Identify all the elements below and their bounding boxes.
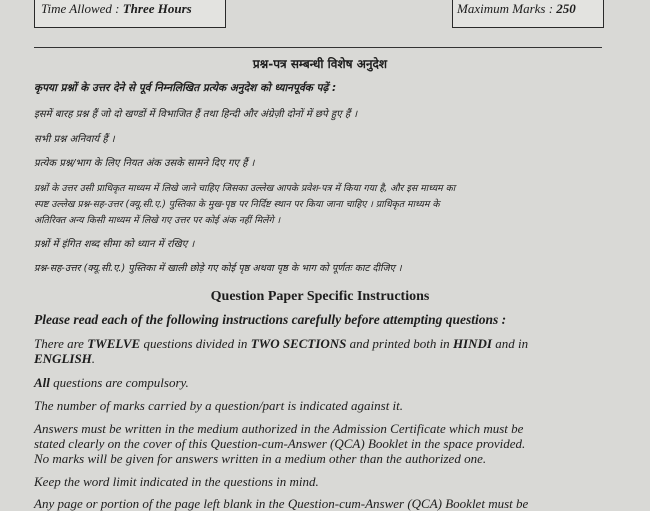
- english-instruction-6: Any page or portion of the page left blank in the Question-cum-Answer (QCA) Booklet must be: [34, 496, 529, 511]
- hindi-instruction-6: प्रश्न-सह-उत्तर (क्यू.सी.ए.) पुस्तिका में खाली छोड़े गए कोई पृष्ठ अथवा पृष्ठ के भाग को पूर्णतः काट दीजिए ।: [34, 263, 402, 274]
- english-title: Question Paper Specific Instructions: [210, 289, 430, 304]
- maximum-marks-box: [452, 0, 604, 28]
- english-instruction-2: All questions are compulsory.: [34, 375, 189, 390]
- english-instruction-4b: stated clearly on the cover of this Question-cum-Answer (QCA) Booklet in the space provided.: [34, 436, 526, 451]
- hindi-instruction-4c: अतिरिक्त अन्य किसी माध्यम में लिखे गए उत्तर पर कोई अंक नहीं मिलेंगे ।: [34, 215, 281, 226]
- hindi-intro: कृपया प्रश्नों के उत्तर देने से पूर्व निम्नलिखित प्रत्येक अनुदेश को ध्यानपूर्वक पढ़ें :: [34, 82, 337, 94]
- english-instruction-4c: No marks will be given for answers written in a medium other than the authorized one.: [34, 451, 487, 466]
- maximum-marks: Maximum Marks : 250: [457, 1, 576, 16]
- divider-line: [34, 47, 602, 48]
- english-instruction-3: The number of marks carried by a question/part is indicated against it.: [34, 398, 404, 413]
- english-instruction-4a: Answers must be written in the medium authorized in the Admission Certificate which must be: [34, 421, 524, 436]
- time-allowed-box: [34, 0, 226, 28]
- english-instruction-5: Keep the word limit indicated in the questions in mind.: [34, 474, 319, 489]
- hindi-instruction-5: प्रश्नों में इंगित शब्द सीमा को ध्यान में रखिए ।: [34, 239, 195, 250]
- english-instruction-1b: ENGLISH.: [34, 351, 96, 366]
- english-intro: Please read each of the following instructions carefully before attempting questions :: [34, 312, 507, 327]
- hindi-instruction-1: इसमें बारह प्रश्न हैं जो दो खण्डों में विभाजित हैं तथा हिन्दी और अंग्रेज़ी दोनों में छपे हुए हैं ।: [34, 109, 358, 120]
- hindi-instruction-4a: प्रश्नों के उत्तर उसी प्राधिकृत माध्यम में लिखे जाने चाहिए जिसका उल्लेख आपके प्रवेश-पत्र में किया गया है, और इस माध्यम का: [34, 183, 456, 194]
- hindi-instruction-3: प्रत्येक प्रश्न/भाग के लिए नियत अंक उसके सामने दिए गए हैं ।: [34, 158, 255, 169]
- english-instruction-1a: There are TWELVE questions divided in TWO SECTIONS and printed both in HINDI and in: [34, 336, 529, 351]
- hindi-instruction-4b: स्पष्ट उल्लेख प्रश्न-सह-उत्तर (क्यू.सी.ए.) पुस्तिका के मुख-पृष्ठ पर निर्दिष्ट स्थान पर किया जाना चाहिए । प्राधिकृत माध्यम के: [34, 199, 440, 210]
- time-allowed: Time Allowed : Three Hours: [41, 1, 192, 16]
- hindi-title: प्रश्न-पत्र सम्बन्धी विशेष अनुदेश: [252, 57, 388, 71]
- hindi-instruction-2: सभी प्रश्न अनिवार्य हैं ।: [34, 134, 115, 145]
